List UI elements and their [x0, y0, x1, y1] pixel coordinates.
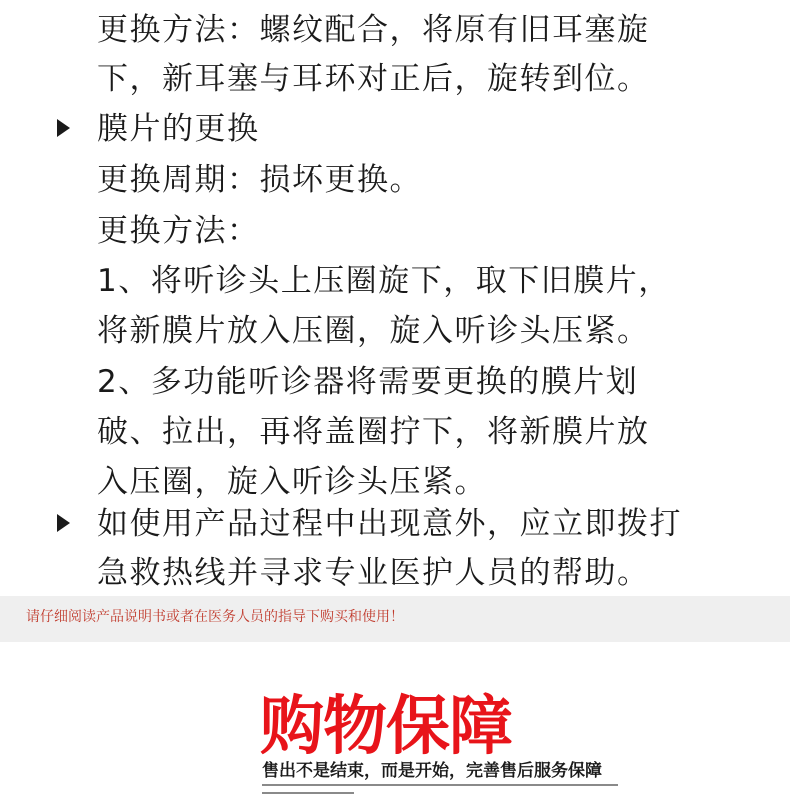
- decorative-fine-print-line: [262, 784, 618, 786]
- section-heading-membrane: 膜片的更换: [97, 111, 260, 147]
- body-line: 破、拉出，再将盖圈拧下，将新膜片放: [97, 414, 650, 450]
- body-line: 入压圈，旋入听诊头压紧。: [97, 464, 487, 500]
- body-line: 1、将听诊头上压圈旋下，取下旧膜片，: [97, 263, 671, 299]
- notice-bar: [0, 596, 790, 642]
- body-line: 更换方法：: [97, 213, 260, 249]
- notice-text: 请仔细阅读产品说明书或者在医务人员的指导下购买和使用！: [26, 609, 404, 625]
- body-line: 将新膜片放入压圈，旋入听诊头压紧。: [97, 313, 650, 349]
- decorative-fine-print-line: [262, 792, 354, 794]
- guarantee-title: 购物保障: [260, 690, 512, 764]
- guarantee-subtitle: 售出不是结束，而是开始，完善售后服务保障: [262, 761, 602, 781]
- body-line: 更换周期：损坏更换。: [97, 162, 422, 198]
- warning-line: 急救热线并寻求专业医护人员的帮助。: [97, 555, 650, 591]
- triangle-right-icon: [57, 119, 70, 137]
- warning-line: 如使用产品过程中出现意外，应立即拨打: [97, 506, 682, 542]
- body-line: 下，新耳塞与耳环对正后，旋转到位。: [97, 61, 650, 97]
- body-line: 2、多功能听诊器将需要更换的膜片划: [97, 364, 639, 400]
- body-line: 更换方法：螺纹配合，将原有旧耳塞旋: [97, 12, 650, 48]
- triangle-right-icon: [57, 514, 70, 532]
- shopping-guarantee-banner: [0, 642, 790, 800]
